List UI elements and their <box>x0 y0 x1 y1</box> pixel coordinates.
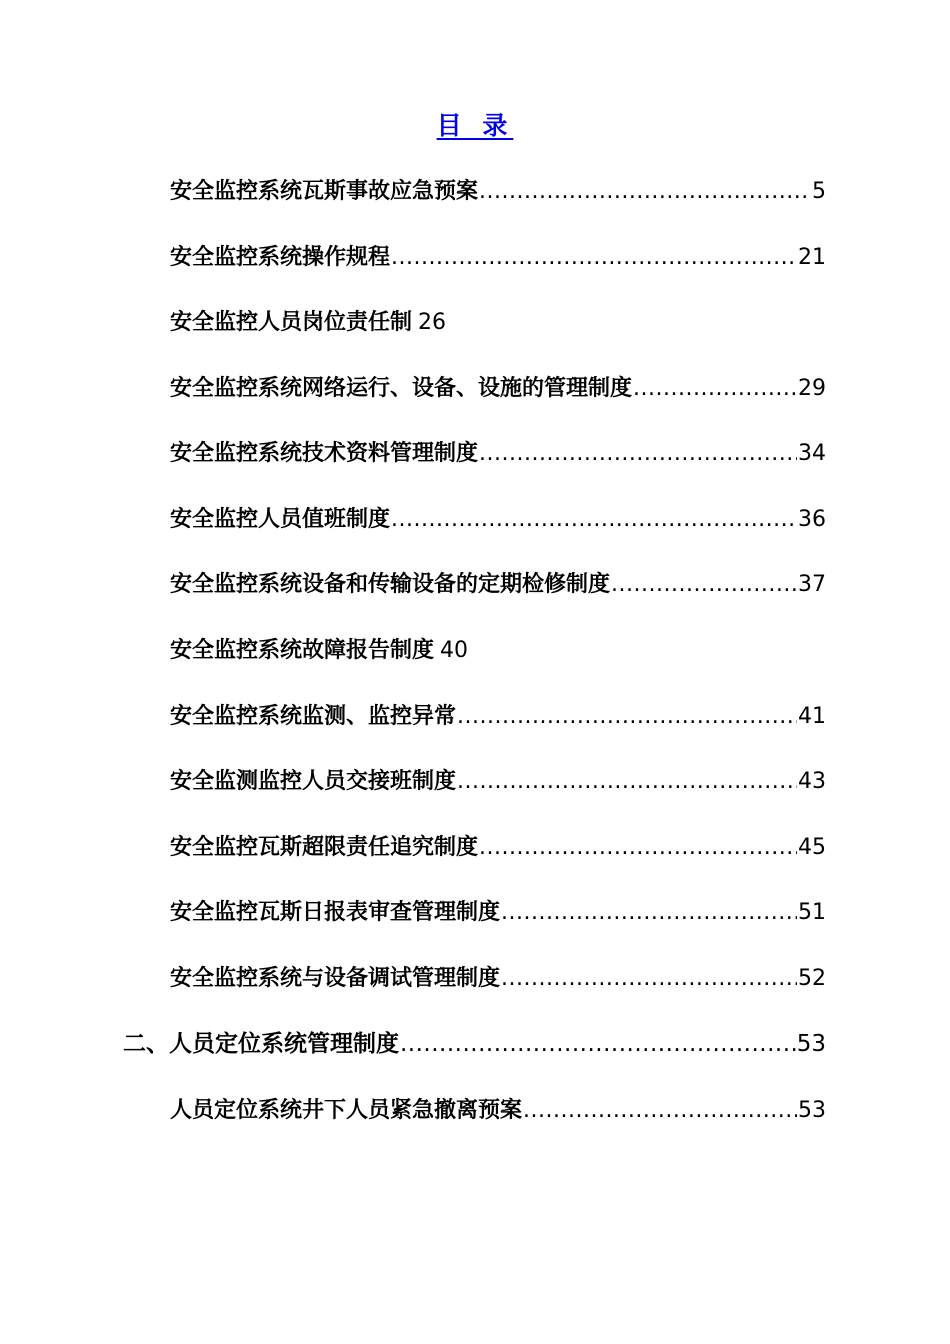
toc-entry[interactable] <box>170 962 826 996</box>
toc-dot-leader <box>501 896 797 930</box>
toc-dot-leader <box>400 1027 796 1061</box>
toc-entry[interactable] <box>170 437 826 471</box>
toc-entry-page: 34 <box>798 441 826 466</box>
toc-entry[interactable] <box>170 241 826 275</box>
toc-entry-page: 36 <box>798 507 826 532</box>
toc-dot-leader <box>633 372 797 406</box>
toc-entry-title: 二、人员定位系统管理制度 <box>123 1031 399 1057</box>
toc-entry[interactable] <box>170 1094 826 1128</box>
toc-entry[interactable] <box>170 700 826 734</box>
toc-entry-page: 5 <box>812 179 826 204</box>
toc-entry-page: 37 <box>798 572 826 597</box>
toc-dot-leader <box>479 437 797 471</box>
toc-entry-title: 人员定位系统井下人员紧急撤离预案 <box>170 1098 523 1123</box>
toc-entry-page: 45 <box>798 835 826 860</box>
toc-entry-page: 26 <box>418 310 447 335</box>
toc-dot-leader <box>523 1094 797 1128</box>
toc-entry-title: 安全监控人员岗位责任制 <box>170 310 413 335</box>
toc-entry[interactable] <box>170 372 826 406</box>
toc-entry-title: 安全监控瓦斯日报表审查管理制度 <box>170 900 501 925</box>
toc-entry-title: 安全监控系统监测、监控异常 <box>170 704 457 729</box>
toc-entry-page: 51 <box>798 900 826 925</box>
toc-entry-page: 21 <box>798 245 826 270</box>
toc-entry[interactable] <box>170 765 826 799</box>
toc-section-entry[interactable] <box>123 1027 826 1061</box>
toc-dot-leader <box>391 503 797 537</box>
toc-dot-leader <box>501 962 797 996</box>
toc-entry-title: 安全监控系统设备和传输设备的定期检修制度 <box>170 572 611 597</box>
toc-entry-page: 40 <box>440 638 469 663</box>
toc-entry-page: 53 <box>798 1098 826 1123</box>
toc-entry-page: 52 <box>798 966 826 991</box>
toc-entry-title: 安全监控瓦斯超限责任追究制度 <box>170 835 479 860</box>
toc-entry[interactable] <box>170 831 826 865</box>
toc-entry-title: 安全监控系统故障报告制度 <box>170 638 435 663</box>
toc-dot-leader <box>457 700 797 734</box>
toc-entry[interactable] <box>170 306 826 340</box>
toc-entry[interactable] <box>170 896 826 930</box>
toc-entry[interactable] <box>170 568 826 602</box>
toc-entry-page: 43 <box>798 769 826 794</box>
toc-entry[interactable] <box>170 503 826 537</box>
toc-entry-title: 安全监控系统技术资料管理制度 <box>170 441 479 466</box>
toc-entry-page: 41 <box>798 704 826 729</box>
toc-entry[interactable] <box>170 175 826 209</box>
toc-entry[interactable] <box>170 634 826 668</box>
toc-dot-leader <box>611 568 797 602</box>
toc-entry-title: 安全监控系统与设备调试管理制度 <box>170 966 501 991</box>
toc-entry-title: 安全监控人员值班制度 <box>170 507 391 532</box>
toc-entry-title: 安全监控系统网络运行、设备、设施的管理制度 <box>170 376 633 401</box>
toc-title: 目 录 <box>436 111 514 140</box>
toc-dot-leader <box>479 175 811 209</box>
toc-entry-page: 29 <box>798 376 826 401</box>
toc-entry-title: 安全监控系统操作规程 <box>170 245 391 270</box>
toc-dot-leader <box>391 241 797 275</box>
toc-entry-page: 53 <box>796 1031 826 1057</box>
toc-dot-leader <box>479 831 797 865</box>
toc-entry-title: 安全监控系统瓦斯事故应急预案 <box>170 179 479 204</box>
toc-dot-leader <box>457 765 797 799</box>
toc-entry-title: 安全监测监控人员交接班制度 <box>170 769 457 794</box>
